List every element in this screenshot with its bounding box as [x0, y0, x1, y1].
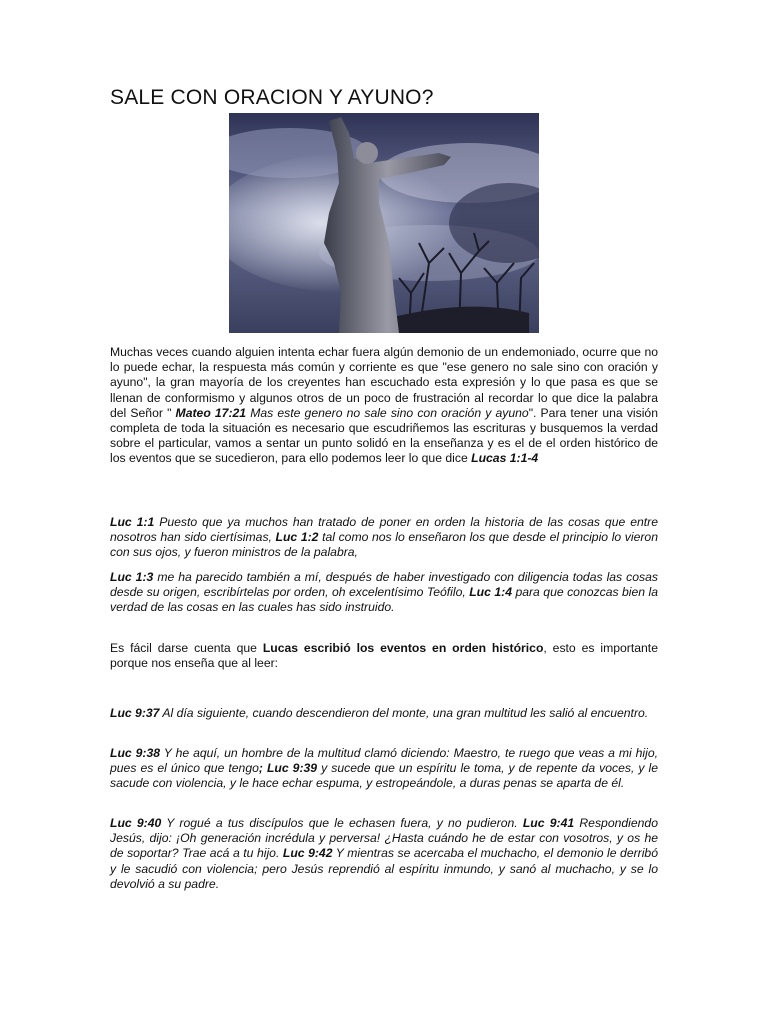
verse-paragraph: Luc 9:40 Y rogué a tus discípulos que le echasen fuera, y no pudieron. Luc 9:41 Respondiendo Jesús, dijo: ¡Oh generación incrédula y perversa! ¿Hasta cuándo he de estar con vosotros, y os he de soportar? Trae acá a tu hijo. Luc 9:42 Y mientras se acercaba el muchacho, el demonio le derribó y le sacudió con violencia; pero Jesús reprendió al espíritu inmundo, y sanó al muchacho, y se lo devolvió a su padre.: [110, 816, 658, 891]
verse-ref: Luc 9:42: [282, 846, 333, 861]
verse-paragraph: Luc 1:1 Puesto que ya muchos han tratado de poner en orden la historia de las cosas que entre nosotros han sido ciertísimas, Luc 1:2 tal como nos lo enseñaron los que desde el principio lo vieron con sus ojos, y fueron ministros de la palabra,: [110, 515, 658, 560]
verse-ref: Luc 9:38: [110, 746, 161, 760]
verse-paragraph: Luc 1:3 me ha parecido también a mí, después de haber investigado con diligencia todas las cosas desde su origen, escribírtelas por orden, oh excelentísimo Teófilo, Luc 1:4 para que conozcas bien la verdad de las cosas en las cuales has sido instruido.: [110, 570, 659, 615]
verse-paragraph: Luc 9:37 Al día siguiente, cuando descendieron del monte, una gran multitud les salió al encuentro.: [110, 706, 649, 720]
middle-paragraph: Es fácil darse cuenta que Lucas escribió los eventos en orden histórico, esto es importante porque nos enseña que al leer:: [110, 641, 658, 671]
verse-ref: Luc 9:41: [522, 816, 575, 830]
page-title: SALE CON ORACION Y AYUNO?: [110, 86, 434, 109]
verse-ref: Luc 1:1: [110, 515, 155, 529]
verse-ref: Luc 9:39: [266, 761, 318, 776]
intro-paragraph: Muchas veces cuando alguien intenta echar fuera algún demonio de un endemoniado, ocurre que no lo puede echar, la respuesta más común y corriente es que "ese genero no sale sino con oración y ayuno", la gran mayoría de los creyentes han escuchado esta expresión y lo que pasa es que se llenan de conformismo y algunos otros de un poco de frustración al recordar lo que dice la palabra del Señor " Mateo 17:21 Mas este genero no sale sino con oración y ayuno". Para tener una visión completa de toda la situación es necesario que escudriñemos las escrituras y busquemos la verdad sobre el particular, vamos a sentar un punto solidó en la enseñanza y es el de el orden histórico de los eventos que se sucedieron, para ello podemos leer lo que dice Lucas 1:1-4: [110, 345, 658, 466]
scripture-ref-mateo[interactable]: Mateo 17:21: [175, 405, 247, 420]
verse-ref: Luc 9:37: [110, 706, 160, 720]
statue-photo: [229, 113, 539, 333]
verse-ref: Luc 1:3: [110, 570, 154, 584]
scripture-ref-lucas[interactable]: Lucas 1:1-4: [471, 451, 539, 466]
verse-ref: Luc 9:40: [110, 816, 162, 830]
verse-ref: Luc 1:4: [469, 585, 512, 600]
verse-paragraph: Luc 9:38 Y he aquí, un hombre de la multitud clamó diciendo: Maestro, te ruego que veas a mi hijo, pues es el único que tengo; Luc 9:39 y sucede que un espíritu le toma, y de repente da voces, y le sacude con violencia, y le hace echar espuma, y estropeándole, a duras penas se aparta de él.: [110, 746, 659, 791]
verse-ref: Luc 1:2: [275, 530, 319, 545]
